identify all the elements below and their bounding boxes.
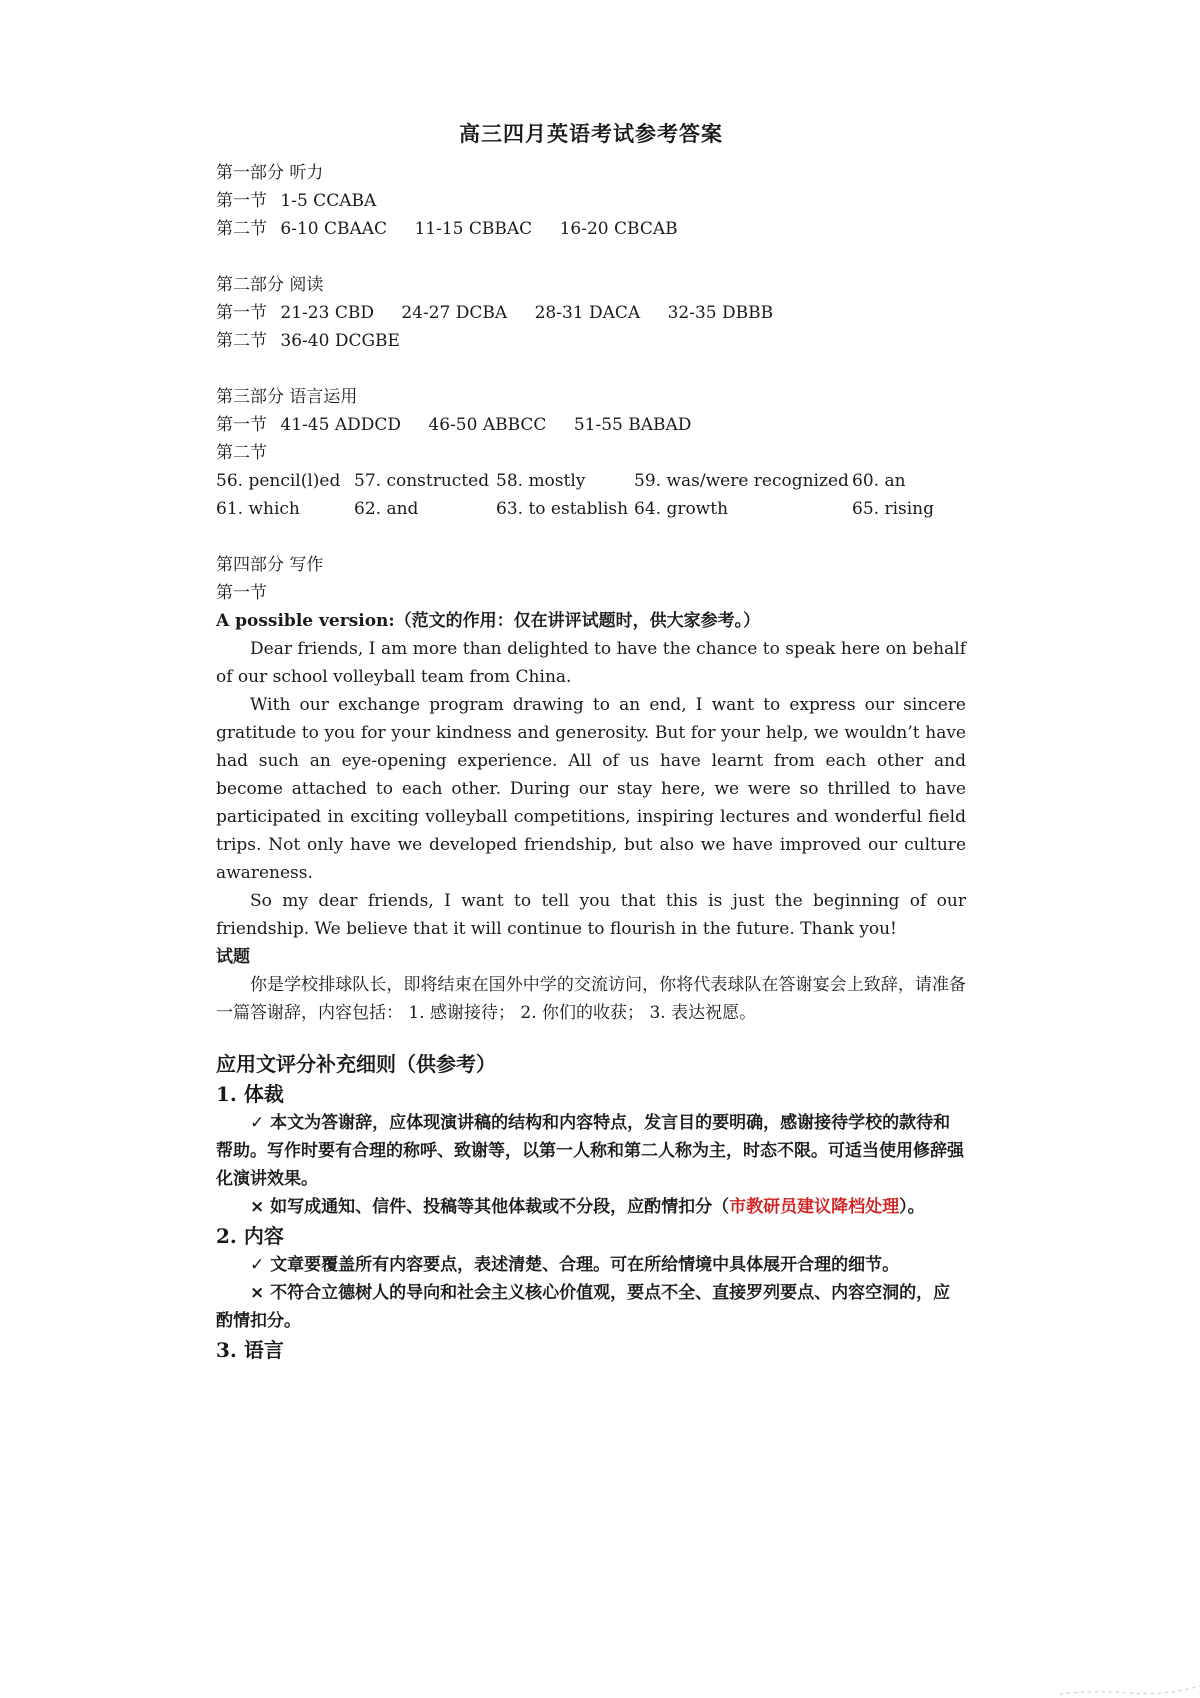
answer-group: 21-23 CBD: [280, 303, 374, 323]
grammar-answer: 65. rising: [852, 499, 934, 519]
page-title: 高三四月英语考试参考答案: [459, 121, 723, 146]
part1-section2: [216, 215, 966, 243]
answer-group: 41-45 ADDCD: [280, 415, 401, 435]
grammar-answer: 64. growth: [634, 499, 729, 519]
answer-group: 46-50 ABBCC: [428, 415, 547, 435]
grammar-answer: 62. and: [354, 499, 419, 519]
answer-group: 1-5 CCABA: [280, 191, 377, 211]
answer-group: 6-10 CBAAC: [280, 219, 388, 239]
rules-heading: 应用文评分补充细则（供参考）: [216, 1052, 496, 1076]
grammar-answer: 63. to establish: [496, 499, 629, 519]
possible-version-line: [216, 607, 966, 635]
rule-highlight: 市教研员建议降档处理: [729, 1197, 900, 1217]
part2-section2: [216, 327, 966, 355]
rule-text: 本文为答谢辞，应体现演讲稿的结构和内容特点，发言目的要明确，感谢接待学校的款待和帮助。写作时要有合理的称呼、致谢等，以第一人称和第二人称为主，时态不限。可适当使用修辞强化演讲效果。: [216, 1113, 964, 1189]
rule-text-end: ）。: [899, 1197, 925, 1217]
part3-heading: 第三部分 语言运用: [216, 387, 358, 407]
rule-2-check: [216, 1251, 966, 1279]
essay-paragraph: With our exchange program drawing to an end, I want to express our sincere gratitude to you for your kindness and generosity. But for your help, we wouldn’t have had such an eye-opening experience. All of us have learnt from each other and become attached to each other. During our stay here, we were so thrilled to have participated in exciting volleyball competitions, inspiring lectures and wonderful field trips. Not only have we developed friendship, but also we have improved our culture awareness.: [216, 695, 966, 883]
grammar-answer: 60. an: [852, 471, 906, 491]
section-label: 第二节: [216, 219, 267, 239]
part4-heading: 第四部分 写作: [216, 555, 324, 575]
answer-group: 36-40 DCGBE: [280, 331, 400, 351]
grammar-answer: 61. which: [216, 499, 300, 519]
document-content: [216, 118, 966, 1365]
grammar-answers-row-1: [216, 467, 966, 495]
question-label: 试题: [216, 947, 250, 967]
grammar-answer: 56. pencil(l)ed: [216, 471, 341, 491]
rule-2-title: 2. 内容: [216, 1224, 284, 1248]
grammar-answer: 59. was/were recognized: [634, 471, 849, 491]
rule-1-check: [216, 1109, 966, 1193]
grammar-answer: 58. mostly: [496, 471, 586, 491]
answer-group: 28-31 DACA: [534, 303, 641, 323]
essay-paragraph: So my dear friends, I want to tell you that this is just the beginning of our friendship. We believe that it will continue to flourish in the future. Thank you!: [216, 891, 966, 939]
answer-group: 11-15 CBBAC: [414, 219, 533, 239]
cross-icon: ×: [250, 1197, 265, 1217]
possible-version-note: （范文的作用：仅在讲评试题时，供大家参考。）: [394, 611, 761, 631]
part1-section1: [216, 187, 966, 215]
check-icon: ✓: [250, 1113, 265, 1133]
part4-section1-label: 第一节: [216, 583, 267, 603]
section-label: 第一节: [216, 303, 267, 323]
section-label: 第一节: [216, 415, 267, 435]
answer-group: 51-55 BABAD: [573, 415, 692, 435]
check-icon: ✓: [250, 1255, 265, 1275]
scan-edge-artifact: [1060, 1672, 1200, 1698]
grammar-answers-row-2: [216, 495, 966, 523]
rule-1-title: 1. 体裁: [216, 1082, 284, 1106]
part2-heading: 第二部分 阅读: [216, 275, 324, 295]
rule-3-title: 3. 语言: [216, 1338, 284, 1362]
part3-section2-label: 第二节: [216, 443, 267, 463]
rule-1-cross: [216, 1193, 966, 1221]
part1-heading: 第一部分 听力: [216, 163, 324, 183]
cross-icon: ×: [250, 1283, 265, 1303]
essay-paragraph: Dear friends, I am more than delighted to have the chance to speak here on behalf of our school volleyball team from China.: [216, 639, 966, 687]
section-label: 第二节: [216, 331, 267, 351]
rule-2-cross: [216, 1279, 966, 1335]
rule-text: 不符合立德树人的导向和社会主义核心价值观，要点不全、直接罗列要点、内容空洞的，应酌情扣分。: [216, 1283, 951, 1331]
part3-section1: [216, 411, 966, 439]
question-text: 你是学校排球队长，即将结束在国外中学的交流访问，你将代表球队在答谢宴会上致辞，请准备一篇答谢辞，内容包括： 1. 感谢接待； 2. 你们的收获； 3. 表达祝愿。: [216, 975, 966, 1023]
answer-group: 32-35 DBBB: [667, 303, 774, 323]
part2-section1: [216, 299, 966, 327]
rule-text: 文章要覆盖所有内容要点，表述清楚、合理。可在所给情境中具体展开合理的细节。: [270, 1255, 900, 1275]
answer-group: 24-27 DCBA: [401, 303, 508, 323]
possible-version-label: A possible version:: [216, 611, 395, 631]
grammar-answer: 57. constructed: [354, 471, 490, 491]
rule-text: 如写成通知、信件、投稿等其他体裁或不分段，应酌情扣分（: [270, 1197, 730, 1217]
answer-group: 16-20 CBCAB: [559, 219, 678, 239]
section-label: 第一节: [216, 191, 267, 211]
